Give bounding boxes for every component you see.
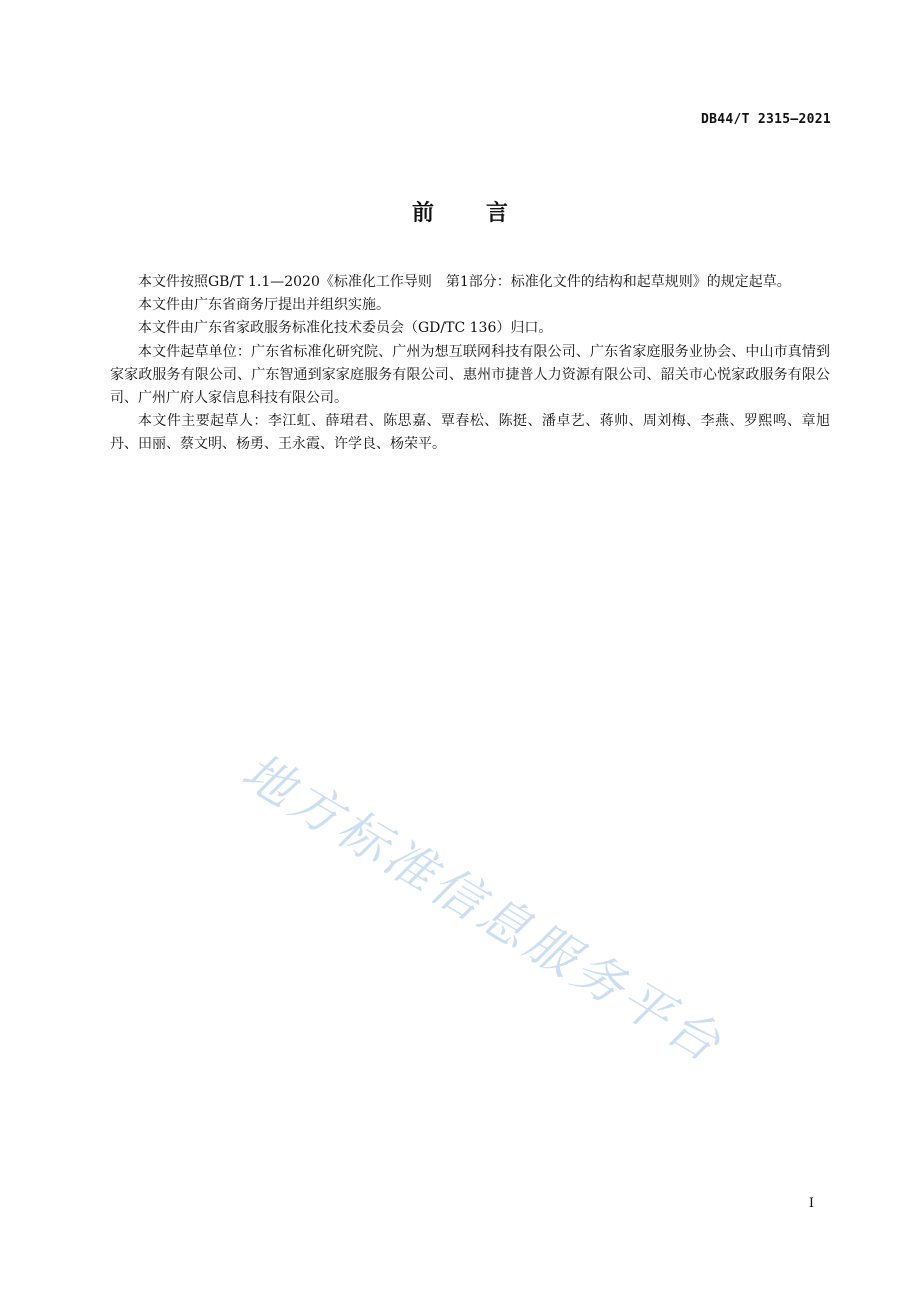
- paragraph-drafting-rules: 本文件按照GB/T 1.1—2020《标准化工作导则 第1部分：标准化文件的结构和起草规则》的规定起草。: [138, 274, 791, 290]
- foreword-body: [110, 271, 830, 457]
- page-title: 前言: [411, 201, 560, 226]
- paragraph-drafters: 本文件主要起草人：李江虹、薛珺君、陈思嘉、覃春松、陈挺、潘卓艺、蒋帅、周刘梅、李燕、罗熙鸣、章旭丹、田丽、蔡文明、杨勇、王永霞、许学良、杨荣平。: [110, 413, 830, 453]
- document-code: DB44/T 2315—2021: [700, 112, 831, 127]
- paragraph-committee: 本文件由广东省家政服务标准化技术委员会（GD/TC 136）归口。: [138, 320, 553, 337]
- paragraph-drafting-units: 本文件起草单位：广东省标准化研究院、广州为想互联网科技有限公司、广东省家庭服务业协会、中山市真情到家家政服务有限公司、广东智通到家家庭服务有限公司、惠州市捷普人力资源有限公司、韶关市心悦家政服务有限公司、广州广府人家信息科技有限公司。: [110, 343, 830, 407]
- paragraph-proposer: 本文件由广东省商务厅提出并组织实施。: [138, 297, 390, 314]
- watermark: 地方标准信息服务平台: [232, 741, 734, 1075]
- page-number: I: [808, 1196, 814, 1211]
